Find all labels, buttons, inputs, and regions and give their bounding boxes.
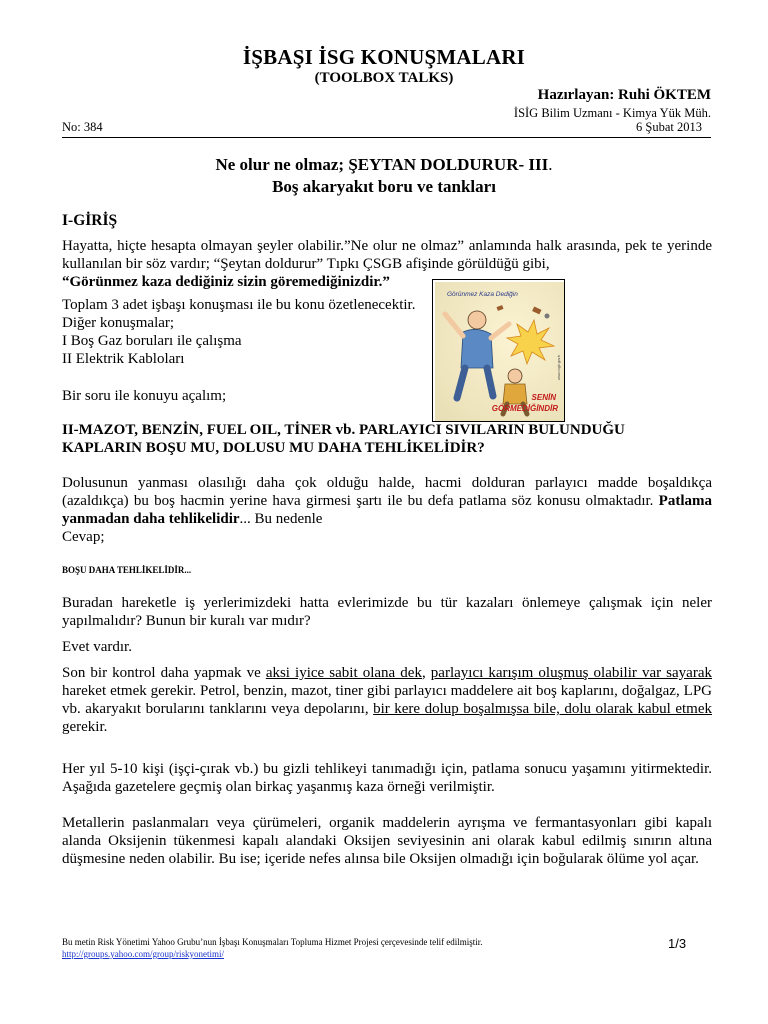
poster-top-text: Görünmez Kaza Dediğin (447, 291, 518, 298)
paragraph-emphasis: Patlama yanmadan daha tehlikelidir (62, 493, 712, 527)
list-item: Diğer konuşmalar; (62, 315, 175, 331)
document-subtitle: (TOOLBOX TALKS) (314, 70, 454, 86)
author-role: İSİG Bilim Uzmanı - Kimya Yük Müh. (513, 106, 711, 120)
answer-text: BOŞU DAHA TEHLİKELİDİR... (62, 565, 192, 575)
headline-line1: Ne olur ne olmaz; ŞEYTAN DOLDURUR- III (215, 155, 549, 174)
safety-poster (432, 279, 565, 422)
intro-heading: I-GİRİŞ (62, 212, 118, 229)
underlined-text: aksi iyice sabit olana dek (265, 665, 422, 681)
headline-line2: Boş akaryakıt boru ve tankları (272, 177, 496, 196)
poster-illustration (433, 280, 565, 422)
list-item: I Boş Gaz boruları ile çalışma (62, 333, 242, 349)
footer-note: Bu metin Risk Yönetimi Yahoo Grubu’nun İşbaşı Konuşmaları Topluma Hizmet Projesi çerçevesinde telif edilmiştir. (62, 937, 483, 947)
header-divider (62, 137, 711, 138)
section-paragraph-4 (62, 664, 712, 736)
paragraph-text: Dolusunun yanması olasılığı daha çok olduğu halde, hacmi dolduran parlayıcı madde boşaldıkça (azaldıkça) bu boş hacmin yerine hava girmesi şartı ile bu defa patlama söz konusu olmaktadır. (62, 475, 712, 509)
section-paragraph-6: Metallerin paslanmaları veya çürümeleri, organik maddelerin ayrışma ve fermantasyonları gibi kapalı alanda Oksijenin tükenmesi kapalı alandaki Oksijen seviyesinin ani olarak kabul edilmiş sınırın altına düşmesine neden olabilir. Bu ise; içeride nefes alınsa bile Oksijen olmadığı için boğularak ölüme yol açar. (62, 815, 712, 867)
page-number: 1/3 (668, 936, 687, 951)
poster-side-text: www.csgb.gov.tr (557, 354, 561, 380)
document-number: No: 384 (62, 120, 103, 134)
question-intro: Bir soru ile konuyu açalım; (62, 388, 227, 404)
footer-link[interactable]: http://groups.yahoo.com/group/riskyonetimi/ (62, 949, 224, 959)
section-paragraph-5: Her yıl 5-10 kişi (işçi-çırak vb.) bu gizli tehlikeyi tanımadığı için, patlama sonucu yaşamını yitirmektedir. Aşağıda gazetelere geçmiş olan birkaç yaşanmış kaza örneği verilmiştir. (62, 761, 712, 795)
author: Hazırlayan: Ruhi ÖKTEM (537, 87, 711, 103)
section-heading: II-MAZOT, BENZİN, FUEL OIL, TİNER vb. PARLAYICI SIVILARIN BULUNDUĞU KAPLARIN BOŞU MU, DOLUSU MU DAHA TEHLİKELİDİR? (62, 422, 625, 456)
document-title: İŞBAŞI İSG KONUŞMALARI (242, 45, 526, 69)
answer-label: Cevap; (62, 529, 105, 545)
paragraph-text: , (421, 665, 431, 681)
list-item: Toplam 3 adet işbaşı konuşması ile bu konu özetlenecektir. (62, 297, 416, 313)
poster-bottom-line2: GÖRMEDİĞİNDİR (491, 404, 558, 413)
headline (0, 154, 768, 198)
intro-quote: “Görünmez kaza dediğiniz sizin göremediğinizdir.” (62, 274, 390, 290)
intro-list (62, 296, 415, 368)
underlined-text: bir kere dolup boşalmışsa bile, dolu olarak kabul etmek (373, 701, 712, 717)
paragraph-text: Son bir kontrol daha yapmak ve (62, 665, 266, 681)
list-item: II Elektrik Kabloları (62, 351, 185, 367)
section-paragraph-3: Evet vardır. (62, 639, 132, 655)
intro-paragraph (62, 237, 712, 291)
poster-bottom-line1: SENİN (531, 393, 556, 402)
paragraph-text: gerekir. (62, 719, 108, 735)
intro-text: Hayatta, hiçte hesapta olmayan şeyler olabilir.”Ne olur ne olmaz” anlamında halk arasında, pek te yerinde kullanılan bir söz vardır; “Şeytan doldurur” Tıpkı ÇSGB afişinde görüldüğü gibi, (62, 238, 712, 272)
headline-line1-end: . (548, 155, 553, 174)
paragraph-text: hareket etmek gerekir. Petrol, benzin, mazot, tiner gibi parlayıcı maddelere ait boş kaplarını, doğalgaz, LPG vb. akaryakıt borularını tanklarını veya depolarını, (62, 683, 712, 717)
document-date: 6 Şubat 2013 (636, 120, 702, 134)
underlined-text: parlayıcı karışım oluşmuş olabilir var sayarak (430, 665, 712, 681)
section-paragraph-1 (62, 474, 712, 546)
paragraph-text: ... Bu nedenle (239, 511, 323, 527)
section-paragraph-2: Buradan hareketle iş yerlerimizdeki hatta evlerimizde bu tür kazaları önlemeye çalışmak için neler yapılmalıdır? Bunun bir kuralı var mıdır? (62, 595, 712, 629)
